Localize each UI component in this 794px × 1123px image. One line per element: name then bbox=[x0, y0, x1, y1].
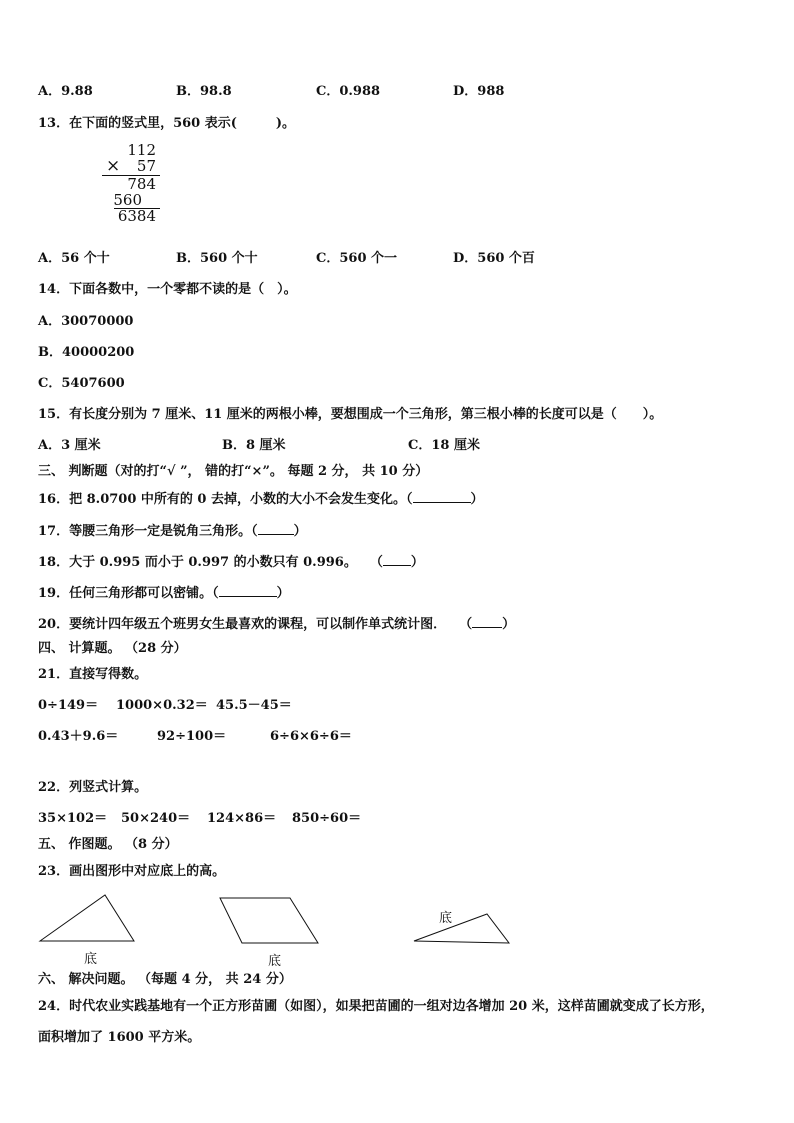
q13-option-b: B．560 个十 bbox=[176, 251, 258, 266]
q19-close: ） bbox=[276, 586, 290, 601]
parallelogram bbox=[220, 898, 318, 943]
q12-option-a: A．9.88 bbox=[38, 84, 93, 99]
triangle-2-base-label: 底 bbox=[439, 911, 453, 926]
vertical-result: 6384 bbox=[117, 207, 156, 225]
q22-question: 22．列竖式计算。 bbox=[38, 780, 148, 795]
q21-item: 1000×0.32＝ bbox=[116, 698, 208, 713]
q21-question: 21．直接写得数。 bbox=[38, 667, 148, 682]
q12-option-d: D．988 bbox=[453, 84, 505, 99]
section-4-heading: 四、 计算题。 （28 分） bbox=[38, 641, 187, 656]
q20-close: ） bbox=[502, 617, 516, 632]
q17-text: 17．等腰三角形一定是锐角三角形。（ bbox=[38, 524, 258, 539]
q22-item: 850÷60＝ bbox=[292, 811, 362, 826]
q18-close: ） bbox=[410, 555, 424, 570]
q14-option-c: C．5407600 bbox=[38, 376, 125, 391]
q12-option-c: C．0.988 bbox=[316, 84, 381, 99]
q14-option-a: A．30070000 bbox=[38, 314, 134, 329]
q24-question-line2: 面积增加了 1600 平方米。 bbox=[38, 1030, 201, 1045]
q12-option-b: B．98.8 bbox=[176, 84, 232, 99]
section-5-heading: 五、 作图题。 （8 分） bbox=[38, 837, 178, 852]
q23-question: 23．画出图形中对应底上的高。 bbox=[38, 864, 226, 879]
q19-text: 19．任何三角形都可以密铺。（ bbox=[38, 586, 219, 601]
q15-option-c: C．18 厘米 bbox=[408, 438, 480, 453]
q22-item: 124×86＝ bbox=[207, 811, 277, 826]
parallelogram-base-label: 底 bbox=[268, 954, 282, 969]
q13-question: 13．在下面的竖式里，560 表示( )。 bbox=[38, 116, 296, 131]
times-sign: × bbox=[106, 156, 121, 176]
section-6-heading: 六、 解决问题。 （每题 4 分， 共 24 分） bbox=[38, 972, 292, 987]
vertical-multiplier: 57 bbox=[136, 157, 156, 175]
q24-question-line1: 24．时代农业实践基地有一个正方形苗圃（如图），如果把苗圃的一组对边各增加 20 米，这样苗圃就变成了长方形， bbox=[38, 999, 714, 1014]
q16-text: 16．把 8.0700 中所有的 0 去掉，小数的大小不会发生变化。（ bbox=[38, 492, 413, 507]
section-3-heading: 三、 判断题（对的打“√ ”， 错的打“×”。 每题 2 分， 共 10 分） bbox=[38, 464, 429, 479]
q16-close: ） bbox=[470, 492, 484, 507]
q17-close: ） bbox=[293, 524, 307, 539]
q15-option-b: B．8 厘米 bbox=[222, 438, 286, 453]
q21-item: 92÷100＝ bbox=[157, 729, 227, 744]
vertical-partial-1: 784 bbox=[127, 175, 156, 193]
triangle-1 bbox=[40, 895, 134, 941]
q21-item: 0÷149＝ bbox=[38, 698, 99, 713]
q14-question: 14．下面各数中，一个零都不读的是（ ）。 bbox=[38, 282, 297, 297]
vertical-partial-2: 560 bbox=[113, 191, 142, 209]
q21-item: 6÷6×6÷6＝ bbox=[270, 729, 352, 744]
q22-item: 50×240＝ bbox=[121, 811, 191, 826]
q20-text: 20．要统计四年级五个班男女生最喜欢的课程，可以制作单式统计图． （ bbox=[38, 617, 473, 632]
q22-item: 35×102＝ bbox=[38, 811, 108, 826]
q21-item: 45.5－45＝ bbox=[216, 698, 292, 713]
q13-option-a: A．56 个十 bbox=[38, 251, 110, 266]
q21-item: 0.43＋9.6＝ bbox=[38, 729, 119, 744]
triangle-1-base-label: 底 bbox=[84, 952, 98, 967]
q18-text: 18．大于 0.995 而小于 0.997 的小数只有 0.996。 （ bbox=[38, 555, 383, 570]
q15-question: 15．有长度分别为 7 厘米、11 厘米的两根小棒，要想围成一个三角形，第三根小棒的长度可以是（ ）。 bbox=[38, 407, 663, 422]
q13-option-d: D．560 个百 bbox=[453, 251, 535, 266]
triangle-2 bbox=[414, 914, 509, 943]
vertical-multiplicand: 112 bbox=[127, 141, 156, 159]
q14-option-b: B．40000200 bbox=[38, 345, 135, 360]
q13-option-c: C．560 个一 bbox=[316, 251, 398, 266]
q15-option-a: A．3 厘米 bbox=[38, 438, 101, 453]
